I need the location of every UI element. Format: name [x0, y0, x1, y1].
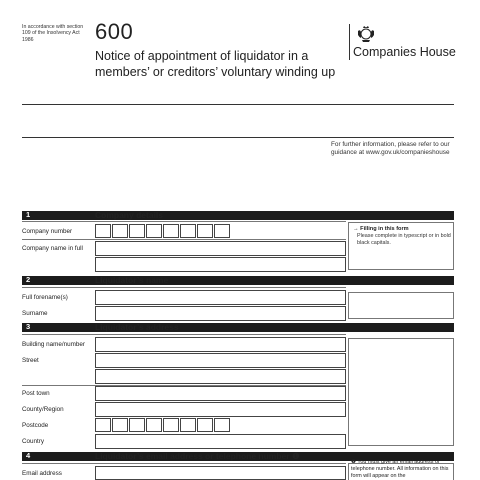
- street-label: Street: [22, 357, 39, 364]
- surname-input[interactable]: [95, 306, 346, 321]
- section-1-bar: [22, 211, 454, 220]
- divider: [22, 104, 454, 105]
- building-label: Building name/number: [22, 341, 86, 348]
- postcode-box[interactable]: [146, 418, 162, 432]
- divider: [22, 287, 346, 288]
- digit-box[interactable]: [112, 224, 128, 238]
- digit-box[interactable]: [214, 224, 230, 238]
- post-town-label: Post town: [22, 390, 50, 397]
- country-label: Country: [22, 438, 45, 445]
- company-number-field[interactable]: [95, 224, 231, 238]
- digit-box[interactable]: [197, 224, 213, 238]
- street-input-line2[interactable]: [95, 369, 346, 384]
- digit-box[interactable]: [146, 224, 162, 238]
- postcode-box[interactable]: [197, 418, 213, 432]
- street-input[interactable]: [95, 353, 346, 368]
- divider: [22, 221, 346, 222]
- section-title: Company details: [95, 210, 164, 220]
- company-number-label: Company number: [22, 228, 73, 235]
- county-input[interactable]: [95, 402, 346, 417]
- company-name-input-line2[interactable]: [95, 257, 346, 272]
- postcode-box[interactable]: [95, 418, 111, 432]
- logo-separator: [349, 24, 350, 60]
- legal-reference: In accordance with section 109 of the Insolvency Act 1986: [22, 24, 84, 43]
- companies-house-logo: [349, 24, 459, 62]
- company-name-label: Company name in full: [22, 245, 83, 252]
- forenames-label: Full forename(s): [22, 294, 68, 301]
- filling-note-title: → Filling in this form: [353, 226, 409, 232]
- forenames-input[interactable]: [95, 290, 346, 305]
- company-name-input[interactable]: [95, 241, 346, 256]
- county-label: County/Region: [22, 406, 64, 413]
- digit-box[interactable]: [163, 224, 179, 238]
- post-town-input[interactable]: [95, 386, 346, 401]
- digit-box[interactable]: [95, 224, 111, 238]
- building-input[interactable]: [95, 337, 346, 352]
- postcode-box[interactable]: [163, 418, 179, 432]
- postcode-box[interactable]: [180, 418, 196, 432]
- org-name: Companies House: [353, 45, 456, 59]
- postcode-field[interactable]: [95, 418, 231, 432]
- surname-label: Surname: [22, 310, 48, 317]
- country-input[interactable]: [95, 434, 346, 449]
- section-number: 3: [26, 322, 31, 331]
- postcode-label: Postcode: [22, 422, 49, 429]
- postcode-box[interactable]: [112, 418, 128, 432]
- section-number: 2: [26, 275, 31, 284]
- section-number: 4: [26, 451, 31, 460]
- section-2-bar: [22, 276, 454, 285]
- section-3-bar: [22, 323, 454, 332]
- divider: [22, 137, 454, 138]
- digit-box[interactable]: [129, 224, 145, 238]
- section-title: Liquidator’s address: [95, 322, 179, 332]
- email-label: Email address: [22, 470, 62, 477]
- royal-crest-icon: [356, 25, 376, 43]
- filling-note-body: Please complete in typescript or in bold black capitals.: [357, 233, 451, 246]
- section-title: Liquidator’s email address or telephone number ❶: [95, 451, 300, 461]
- contact-note: ❶ You must give an email address or telephone number. All information on this form will appear on the: [351, 459, 449, 479]
- divider: [22, 239, 346, 240]
- form-number: 600: [95, 19, 134, 44]
- section-number: 1: [26, 210, 31, 219]
- side-note-box: [348, 338, 454, 446]
- postcode-box[interactable]: [214, 418, 230, 432]
- postcode-box[interactable]: [129, 418, 145, 432]
- guidance-text: For further information, please refer to our guidance at www.gov.uk/companieshouse: [331, 141, 450, 157]
- digit-box[interactable]: [180, 224, 196, 238]
- divider: [22, 463, 346, 464]
- section-title: Liquidator’s name: [95, 275, 169, 285]
- side-note-box: [348, 292, 454, 319]
- form-title: Notice of appointment of liquidator in a members’ or creditors’ voluntary winding up: [95, 49, 336, 79]
- divider: [22, 334, 346, 335]
- email-input[interactable]: [95, 466, 346, 480]
